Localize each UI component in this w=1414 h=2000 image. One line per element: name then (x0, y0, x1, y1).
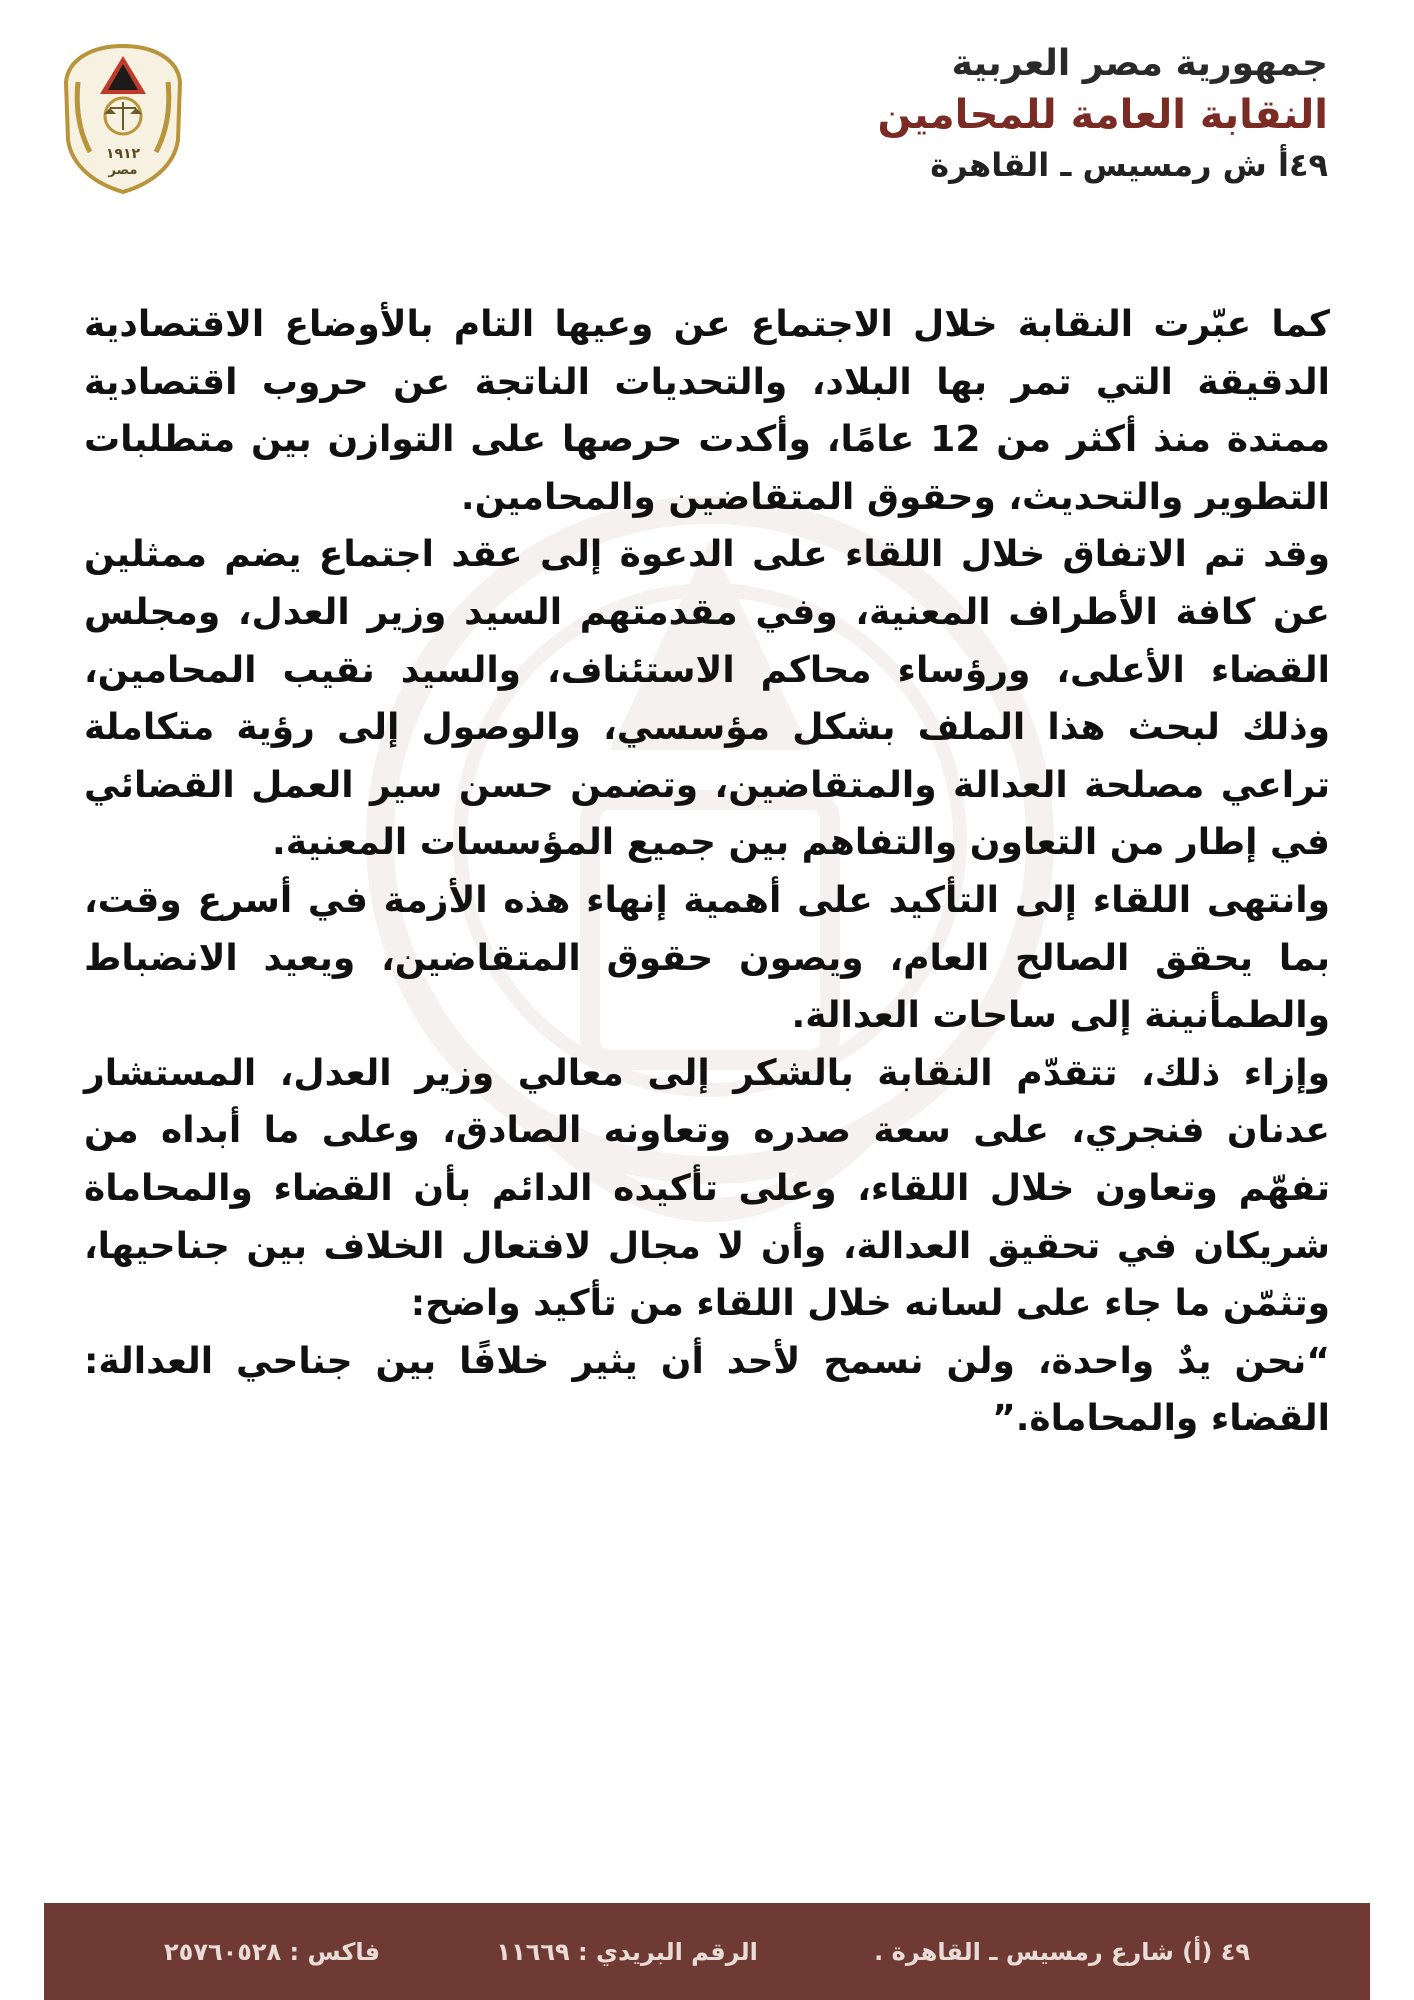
syndicate-logo (60, 42, 186, 194)
letter-footer (44, 1903, 1370, 2000)
country-name: جمهورية مصر العربية (951, 43, 1328, 84)
paragraph-1: كما عبّرت النقابة خلال الاجتماع عن وعيها التام بالأوضاع الاقتصادية الدقيقة التي تمر بها البلاد، والتحديات الناتجة عن حروب اقتصادية ممتدة منذ أكثر من 12 عامًا، وأكدت حرصها على التوازن بين متطلبات التطوير والتحديث، وحقوق المتقاضين والمحامين. (84, 304, 1330, 518)
organization-name: النقابة العامة للمحامين (877, 92, 1328, 138)
paragraph-3: وانتهى اللقاء إلى التأكيد على أهمية إنهاء هذه الأزمة في أسرع وقت، بما يحقق الصالح العام، ويصون حقوق المتقاضين، ويعيد الانضباط والطمأنينة إلى ساحات العدالة. (84, 879, 1330, 1037)
paragraph-4: وإزاء ذلك، تتقدّم النقابة بالشكر إلى معالي وزير العدل، المستشار عدنان فنجري، على سعة صدره وتعاونه الصادق، وعلى ما أبداه من تفهّم وتعاون خلال اللقاء، وعلى تأكيده الدائم بأن القضاء والمحاماة شريكان في تحقيق العدالة، وأن لا مجال لافتعال الخلاف بين جناحيها، وتثمّن ما جاء على لسانه خلال اللقاء من تأكيد واضح: (84, 1052, 1330, 1325)
organization-address: ٤٩أ ش رمسيس ـ القاهرة (930, 146, 1328, 184)
letter-body (84, 296, 1330, 1448)
footer-postal-code: الرقم البريدي : ١١٦٦٩ (496, 1937, 758, 1966)
letterhead (728, 40, 1328, 188)
logo-year: ١٩١٢ (105, 146, 141, 162)
shield-emblem-icon (60, 42, 186, 194)
footer-fax: فاكس : ٢٥٧٦٠٥٢٨ (164, 1937, 381, 1966)
paragraph-2: وقد تم الاتفاق خلال اللقاء على الدعوة إلى عقد اجتماع يضم ممثلين عن كافة الأطراف المعنية، وفي مقدمتهم السيد وزير العدل، ومجلس القضاء الأعلى، ورؤساء محاكم الاستئناف، والسيد نقيب المحامين، وذلك لبحث هذا الملف بشكل مؤسسي، والوصول إلى رؤية متكاملة تراعي مصلحة العدالة والمتقاضين، وتضمن حسن سير العمل القضائي في إطار من التعاون والتفاهم بين جميع المؤسسات المعنية. (84, 534, 1330, 864)
logo-country: مصر (108, 163, 138, 178)
footer-address: ٤٩ (أ) شارع رمسيس ـ القاهرة . (874, 1937, 1250, 1966)
minister-quote: “نحن يدٌ واحدة، ولن نسمح لأحد أن يثير خلافًا بين جناحي العدالة: القضاء والمحاماة.” (84, 1340, 1330, 1440)
